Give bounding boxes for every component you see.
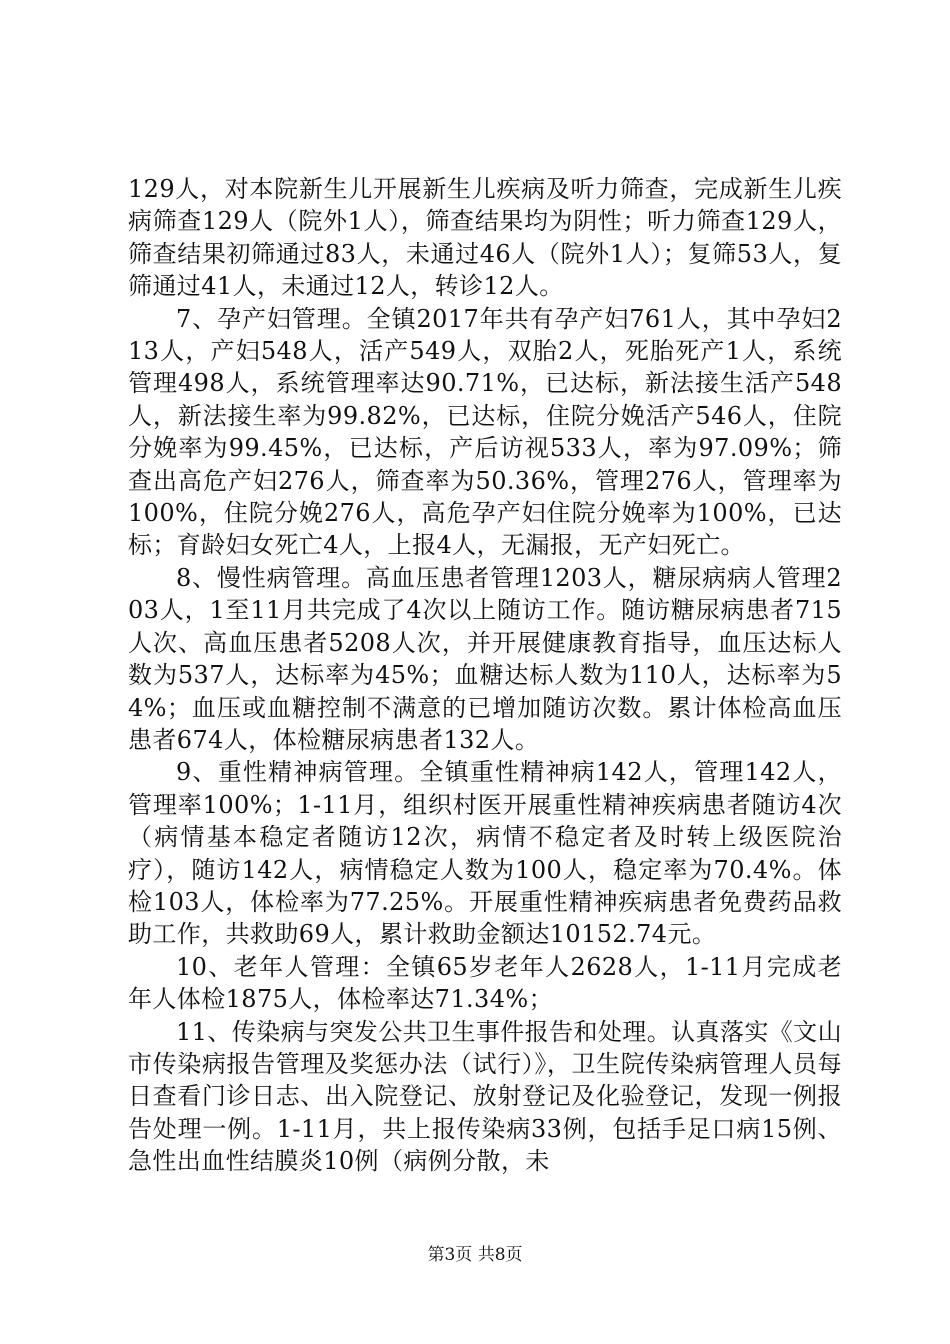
paragraph-mental-illness: 9、重性精神病管理。全镇重性精神病142人，管理142人，管理率100%；1-11月，组织村医开展重性精神疾病患者随访4次（病情基本稳定者随访12次，病情不稳定者及时转上级医院治疗），随访142人，病情稳定人数为100人，稳定率为70.4%。体检103人，体检率为77.25%。开展重性精神疾病患者免费药品救助工作，共救助69人，累计救助金额达10152.74元。 xyxy=(128,758,842,949)
page-footer: 第3页 共8页 xyxy=(427,1245,523,1265)
paragraph-newborn-screening: 129人，对本院新生儿开展新生儿疾病及听力筛查，完成新生儿疾病筛查129人（院外1人），筛查结果均为阴性；听力筛查129人，筛查结果初筛通过83人，未通过46人（院外1人）；复筛53人，复筛通过41人，未通过12人，转诊12人。 xyxy=(128,175,842,301)
paragraph-maternal-management: 7、孕产妇管理。全镇2017年共有孕产妇761人，其中孕妇213人，产妇548人，活产549人，双胎2人，死胎死产1人，系统管理498人，系统管理率达90.71%，已达标，新法接生活产548人，新法接生率为99.82%，已达标，住院分娩活产546人，住院分娩率为99.45%，已达标，产后访视533人，率为97.09%；筛查出高危产妇276人，筛查率为50.36%，管理276人，管理率为100%，住院分娩276人，高危孕产妇住院分娩率为100%，已达标；育龄妇女死亡4人，上报4人，无漏报，无产妇死亡。 xyxy=(128,304,842,560)
paragraph-infectious-disease: 11、传染病与突发公共卫生事件报告和处理。认真落实《文山市传染病报告管理及奖惩办法（试行）》，卫生院传染病管理人员每日查看门诊日志、出入院登记、放射登记及化验登记，发现一例报告处理一例。1-11月，共上报传染病33例，包括手足口病15例、急性出血性结膜炎10例（病例分散，未 xyxy=(128,1017,842,1176)
document-body xyxy=(128,173,842,1178)
paragraph-chronic-disease: 8、慢性病管理。高血压患者管理1203人，糖尿病病人管理203人，1至11月共完成了4次以上随访工作。随访糖尿病患者715人次、高血压患者5208人次，并开展健康教育指导，血压达标人数为537人，达标率为45%；血糖达标人数为110人，达标率为54%；血压或血糖控制不满意的已增加随访次数。累计体检高血压患者674人，体检糖尿病患者132人。 xyxy=(128,563,842,754)
paragraph-elderly-management: 10、老年人管理：全镇65岁老年人2628人，1-11月完成老年人体检1875人，体检率达71.34%； xyxy=(128,952,842,1014)
